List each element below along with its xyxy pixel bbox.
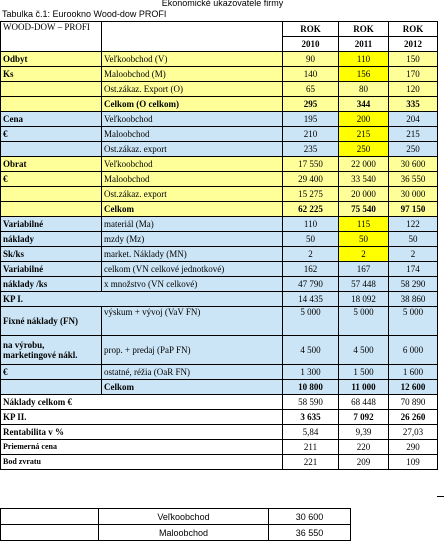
- table-row: [1, 277, 438, 292]
- row-sublabel: materiál (Ma): [102, 217, 283, 232]
- value-2010: 15 275: [283, 187, 339, 202]
- table-row: [1, 52, 438, 67]
- table-row: [1, 172, 438, 187]
- table-row: [1, 97, 438, 112]
- row-label: Maloobchod: [99, 525, 269, 541]
- row-sublabel: Maloobchod: [102, 172, 283, 187]
- row-label: Priemerná cena: [1, 440, 283, 455]
- row-sublabel: Maloobchod (M): [102, 67, 283, 82]
- row-sublabel: ostatné, réžia (OaR FN): [102, 365, 283, 380]
- value-2011: 2: [339, 247, 389, 262]
- value-2010: 162: [283, 262, 339, 277]
- row-label-empty: [1, 82, 102, 97]
- row-sublabel: market. Náklady (MN): [102, 247, 283, 262]
- value-2012: 26 260: [389, 410, 438, 425]
- row-label: Odbyt: [1, 52, 102, 67]
- row-label: €: [1, 172, 102, 187]
- value-2011: 220: [339, 440, 389, 455]
- value-2012: 150: [389, 52, 438, 67]
- value-2011: 20 000: [339, 187, 389, 202]
- value-2010: 235: [283, 142, 339, 157]
- value-2012: 122: [389, 217, 438, 232]
- year-2011: 2011: [339, 37, 389, 52]
- row-label: €: [1, 365, 102, 380]
- row-sublabel: Veľkoobchod: [102, 112, 283, 127]
- value-2010: 210: [283, 127, 339, 142]
- value-2010: 90: [283, 52, 339, 67]
- row-label: náklady /ks: [1, 277, 102, 292]
- value-2010: 62 225: [283, 202, 339, 217]
- value-2010: 10 800: [283, 380, 339, 395]
- value-2010: 221: [283, 455, 339, 470]
- row-sublabel: Veľkoobchod (V): [102, 52, 283, 67]
- row-label-empty: [1, 187, 102, 202]
- table-caption: Tabulka č.1: Eurookno Wood-dow PROFI: [2, 9, 167, 19]
- row-label: Ks: [1, 67, 102, 82]
- row-value: 36 550: [269, 525, 351, 541]
- table-row: [1, 365, 438, 380]
- table-row: [1, 336, 438, 365]
- row-sublabel: Celkom (O celkom): [102, 97, 283, 112]
- value-2010: 5 000: [283, 307, 339, 336]
- value-2010: 110: [283, 217, 339, 232]
- value-2011: 50: [339, 232, 389, 247]
- indicators-table: [0, 21, 438, 470]
- year-2010: 2010: [283, 37, 339, 52]
- row-sublabel: prop. + predaj (PaP FN): [102, 336, 283, 365]
- value-2011: 250: [339, 142, 389, 157]
- table-row: [1, 157, 438, 172]
- table-row: [1, 307, 438, 336]
- row-sublabel: výskum + vývoj (VaV FN): [102, 307, 283, 336]
- value-2010: 5,84: [283, 425, 339, 440]
- value-2011: 115: [339, 217, 389, 232]
- table-row: [1, 395, 438, 410]
- value-2011: 9,39: [339, 425, 389, 440]
- table-row: [1, 247, 438, 262]
- value-2010: 140: [283, 67, 339, 82]
- value-2010: 29 400: [283, 172, 339, 187]
- row-label: Fixné náklady (FN): [1, 307, 102, 336]
- value-2011: 156: [339, 67, 389, 82]
- value-2012: 38 860: [389, 292, 438, 307]
- table-row: [1, 82, 438, 97]
- value-2010: 3 635: [283, 410, 339, 425]
- table-row: [1, 187, 438, 202]
- value-2012: 170: [389, 67, 438, 82]
- value-2012: 27,03: [389, 425, 438, 440]
- row-label: Cena: [1, 112, 102, 127]
- value-2012: 109: [389, 455, 438, 470]
- table-row: [1, 380, 438, 395]
- row-sublabel: Maloobchod: [102, 127, 283, 142]
- value-2011: 11 000: [339, 380, 389, 395]
- row-label-empty: [1, 97, 102, 112]
- row-sublabel: x množstvo (VN celkové): [102, 277, 283, 292]
- value-2011: 7 092: [339, 410, 389, 425]
- row-sublabel: Celkom: [102, 380, 283, 395]
- row-label: Rentabilita v %: [1, 425, 283, 440]
- table-row: [1, 202, 438, 217]
- year-2012: 2012: [389, 37, 438, 52]
- value-2010: 195: [283, 112, 339, 127]
- table-row: [1, 232, 438, 247]
- value-2012: 6 000: [389, 336, 438, 365]
- row-label: Variabilné: [1, 217, 102, 232]
- value-2012: 30 000: [389, 187, 438, 202]
- value-2012: 120: [389, 82, 438, 97]
- rok-2010-header: ROK: [283, 22, 339, 37]
- value-2011: 33 540: [339, 172, 389, 187]
- value-2012: 204: [389, 112, 438, 127]
- row-label: náklady: [1, 232, 102, 247]
- value-2011: 167: [339, 262, 389, 277]
- value-2012: 36 550: [389, 172, 438, 187]
- row-label-empty: [1, 142, 102, 157]
- row-label: Bod zvratu: [1, 455, 283, 470]
- table-row: [1, 142, 438, 157]
- turnover-summary-table: [0, 508, 351, 541]
- value-2012: 174: [389, 262, 438, 277]
- value-2011: 110: [339, 52, 389, 67]
- value-2011: 209: [339, 455, 389, 470]
- row-label: KP I.: [1, 292, 283, 307]
- value-2010: 47 790: [283, 277, 339, 292]
- value-2011: 5 000: [339, 307, 389, 336]
- table-row: [1, 292, 438, 307]
- value-2012: 12 600: [389, 380, 438, 395]
- row-label: €: [1, 127, 102, 142]
- value-2010: 17 550: [283, 157, 339, 172]
- value-2012: 30 600: [389, 157, 438, 172]
- value-2011: 22 000: [339, 157, 389, 172]
- value-2012: 290: [389, 440, 438, 455]
- value-2012: 58 290: [389, 277, 438, 292]
- row-label: Veľkoobchod: [99, 509, 269, 525]
- row-label: Náklady celkom €: [1, 395, 283, 410]
- row-label: Sk/ks: [1, 247, 102, 262]
- value-2012: 5 000: [389, 307, 438, 336]
- value-2012: 2: [389, 247, 438, 262]
- value-2010: 2: [283, 247, 339, 262]
- value-2012: 250: [389, 142, 438, 157]
- row-sublabel: Veľkoobchod: [102, 157, 283, 172]
- value-2012: 70 890: [389, 395, 438, 410]
- value-2011: 57 448: [339, 277, 389, 292]
- value-2012: 50: [389, 232, 438, 247]
- value-2010: 4 500: [283, 336, 339, 365]
- value-2011: 4 500: [339, 336, 389, 365]
- row-sublabel: mzdy (Mz): [102, 232, 283, 247]
- row-label: Variabilné: [1, 262, 102, 277]
- value-2010: 50: [283, 232, 339, 247]
- table-row: [1, 410, 438, 425]
- value-2011: 18 092: [339, 292, 389, 307]
- row-label: Obrat: [1, 157, 102, 172]
- value-2012: 1 600: [389, 365, 438, 380]
- row-sublabel: Ost.zákaz. export: [102, 187, 283, 202]
- value-2011: 75 540: [339, 202, 389, 217]
- table-row: [1, 67, 438, 82]
- row-label: KP II.: [1, 410, 283, 425]
- rok-2012-header: ROK: [389, 22, 438, 37]
- page-title: Ekonomické ukazovatele firmy: [161, 0, 284, 8]
- value-2011: 200: [339, 112, 389, 127]
- rok-2011-header: ROK: [339, 22, 389, 37]
- value-2011: 80: [339, 82, 389, 97]
- value-2011: 215: [339, 127, 389, 142]
- row-sublabel: Ost.zákaz. Export (O): [102, 82, 283, 97]
- value-2010: 1 300: [283, 365, 339, 380]
- empty-cell: [1, 509, 99, 525]
- value-2012: 335: [389, 97, 438, 112]
- value-2010: 14 435: [283, 292, 339, 307]
- header-blank-cell: [102, 22, 283, 52]
- value-2012: 215: [389, 127, 438, 142]
- table-row: [1, 440, 438, 455]
- value-2010: 295: [283, 97, 339, 112]
- value-2011: 344: [339, 97, 389, 112]
- table-row: [1, 127, 438, 142]
- table-row: [1, 455, 438, 470]
- value-2011: 68 448: [339, 395, 389, 410]
- row-sublabel: Ost.zákaz. export: [102, 142, 283, 157]
- table-row: [1, 425, 438, 440]
- row-value: 30 600: [269, 509, 351, 525]
- table-edge-mark: [437, 496, 444, 498]
- row-sublabel: celkom (VN celkové jednotkové): [102, 262, 283, 277]
- value-2010: 211: [283, 440, 339, 455]
- table-row: [1, 112, 438, 127]
- table-row: [1, 217, 438, 232]
- table-row: [1, 262, 438, 277]
- row-label: na výrobu, marketingové nákl.: [1, 336, 102, 365]
- value-2010: 58 590: [283, 395, 339, 410]
- value-2011: 1 500: [339, 365, 389, 380]
- row-label-empty: [1, 380, 102, 395]
- value-2010: 65: [283, 82, 339, 97]
- value-2012: 97 150: [389, 202, 438, 217]
- row-label-empty: [1, 202, 102, 217]
- table-row: [1, 509, 351, 525]
- row-sublabel: Celkom: [102, 202, 283, 217]
- firm-name-cell: WOOD-DOW – PROFI: [1, 22, 102, 52]
